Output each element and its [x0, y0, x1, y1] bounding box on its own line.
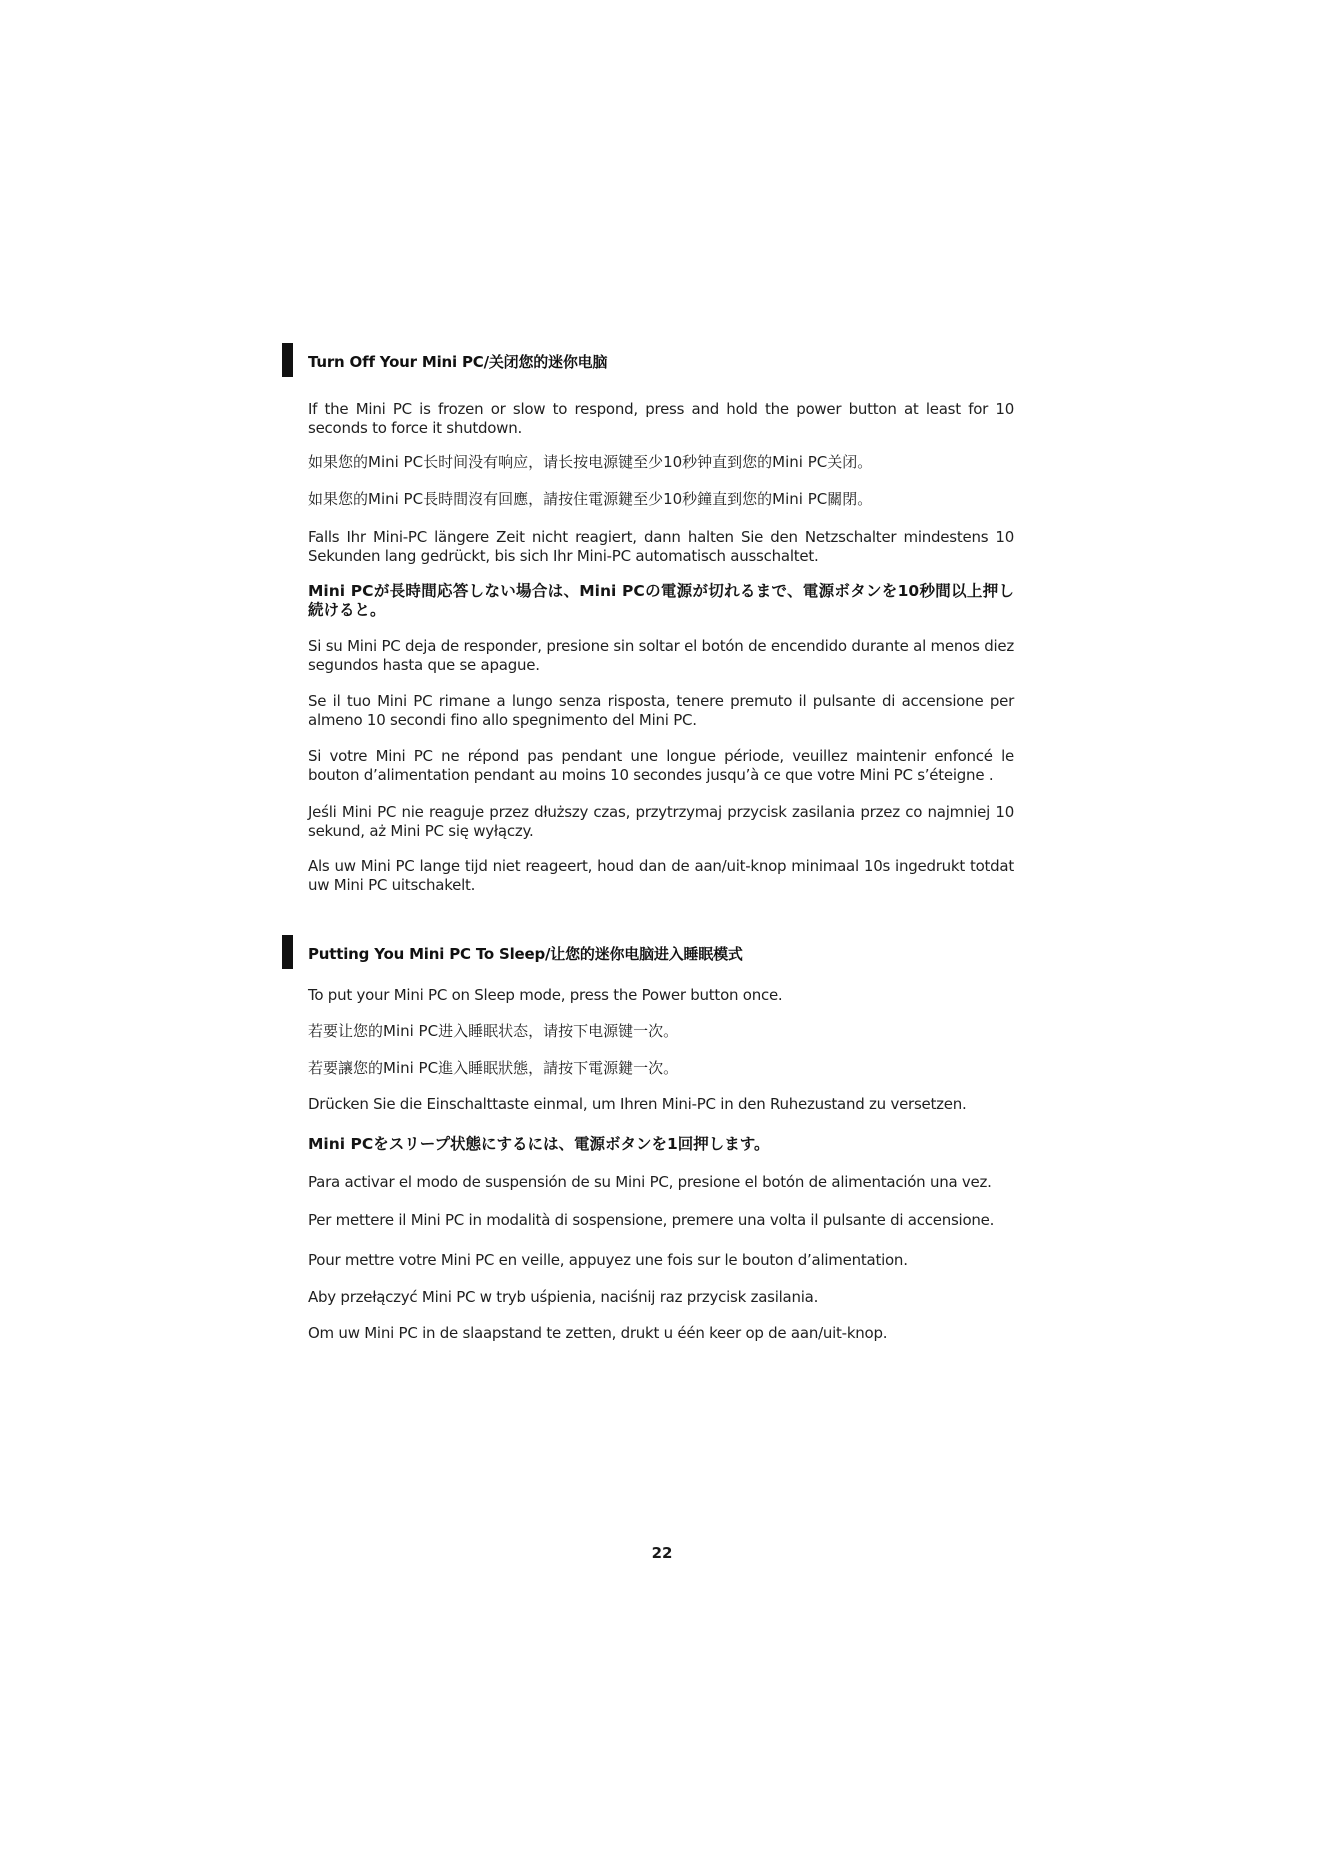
line-ja: Mini PCをスリープ状態にするには、電源ボタンを1回押します。 — [308, 1135, 770, 1153]
section-title-sleep: Putting You Mini PC To Sleep/让您的迷你电脑进入睡眠模式 — [308, 945, 743, 963]
line-es: Para activar el modo de suspensión de su Mini PC, presione el botón de alimentación una vez. — [308, 1173, 992, 1191]
paragraph-it: Se il tuo Mini PC rimane a lungo senza risposta, tenere premuto il pulsante di accensione per almeno 10 secondi fino allo spegnimento del Mini PC. — [308, 692, 1014, 729]
paragraph-fr: Si votre Mini PC ne répond pas pendant une longue période, veuillez maintenir enfoncé le bouton d’alimentation pendant au moins 10 secondes jusqu’à ce que votre Mini PC s’éteigne . — [308, 747, 1014, 784]
paragraph-nl: Als uw Mini PC lange tijd niet reageert, houd dan de aan/uit-knop minimaal 10s ingedrukt totdat uw Mini PC uitschakelt. — [308, 857, 1014, 894]
paragraph-es: Si su Mini PC deja de responder, presione sin soltar el botón de encendido durante al menos diez segundos hasta que se apague. — [308, 637, 1014, 674]
section-marker-bar — [282, 343, 293, 377]
paragraph-en: If the Mini PC is frozen or slow to respond, press and hold the power button at least for 10 seconds to force it shutdown. — [308, 400, 1014, 437]
page-number: 22 — [651, 1544, 673, 1562]
paragraph-de: Falls Ihr Mini-PC längere Zeit nicht reagiert, dann halten Sie den Netzschalter mindestens 10 Sekunden lang gedrückt, bis sich Ihr Mini-PC automatisch ausschaltet. — [308, 528, 1014, 565]
paragraph-ja: Mini PCが長時間応答しない場合は、Mini PCの電源が切れるまで、電源ボタンを10秒間以上押し続けると。 — [308, 582, 1014, 619]
line-zh-cn: 若要让您的Mini PC进入睡眠状态，请按下电源键一次。 — [308, 1022, 679, 1040]
paragraph-pl: Jeśli Mini PC nie reaguje przez dłuższy czas, przytrzymaj przycisk zasilania przez co najmniej 10 sekund, aż Mini PC się wyłączy. — [308, 803, 1014, 840]
line-en: To put your Mini PC on Sleep mode, press the Power button once. — [308, 986, 783, 1004]
line-it: Per mettere il Mini PC in modalità di sospensione, premere una volta il pulsante di accensione. — [308, 1211, 995, 1229]
section-marker-bar — [282, 935, 293, 969]
paragraph-zh-tw: 如果您的Mini PC長時間沒有回應，請按住電源鍵至少10秒鐘直到您的Mini PC關閉。 — [308, 490, 873, 508]
line-de: Drücken Sie die Einschalttaste einmal, um Ihren Mini-PC in den Ruhezustand zu versetzen. — [308, 1095, 967, 1113]
section-title-turn-off: Turn Off Your Mini PC/关闭您的迷你电脑 — [308, 353, 608, 371]
line-pl: Aby przełączyć Mini PC w tryb uśpienia, naciśnij raz przycisk zasilania. — [308, 1288, 819, 1306]
line-zh-tw: 若要讓您的Mini PC進入睡眠狀態，請按下電源鍵一次。 — [308, 1059, 679, 1077]
paragraph-zh-cn: 如果您的Mini PC长时间没有响应，请长按电源键至少10秒钟直到您的Mini PC关闭。 — [308, 453, 873, 471]
line-fr: Pour mettre votre Mini PC en veille, appuyez une fois sur le bouton d’alimentation. — [308, 1251, 908, 1269]
line-nl: Om uw Mini PC in de slaapstand te zetten, drukt u één keer op de aan/uit-knop. — [308, 1324, 888, 1342]
